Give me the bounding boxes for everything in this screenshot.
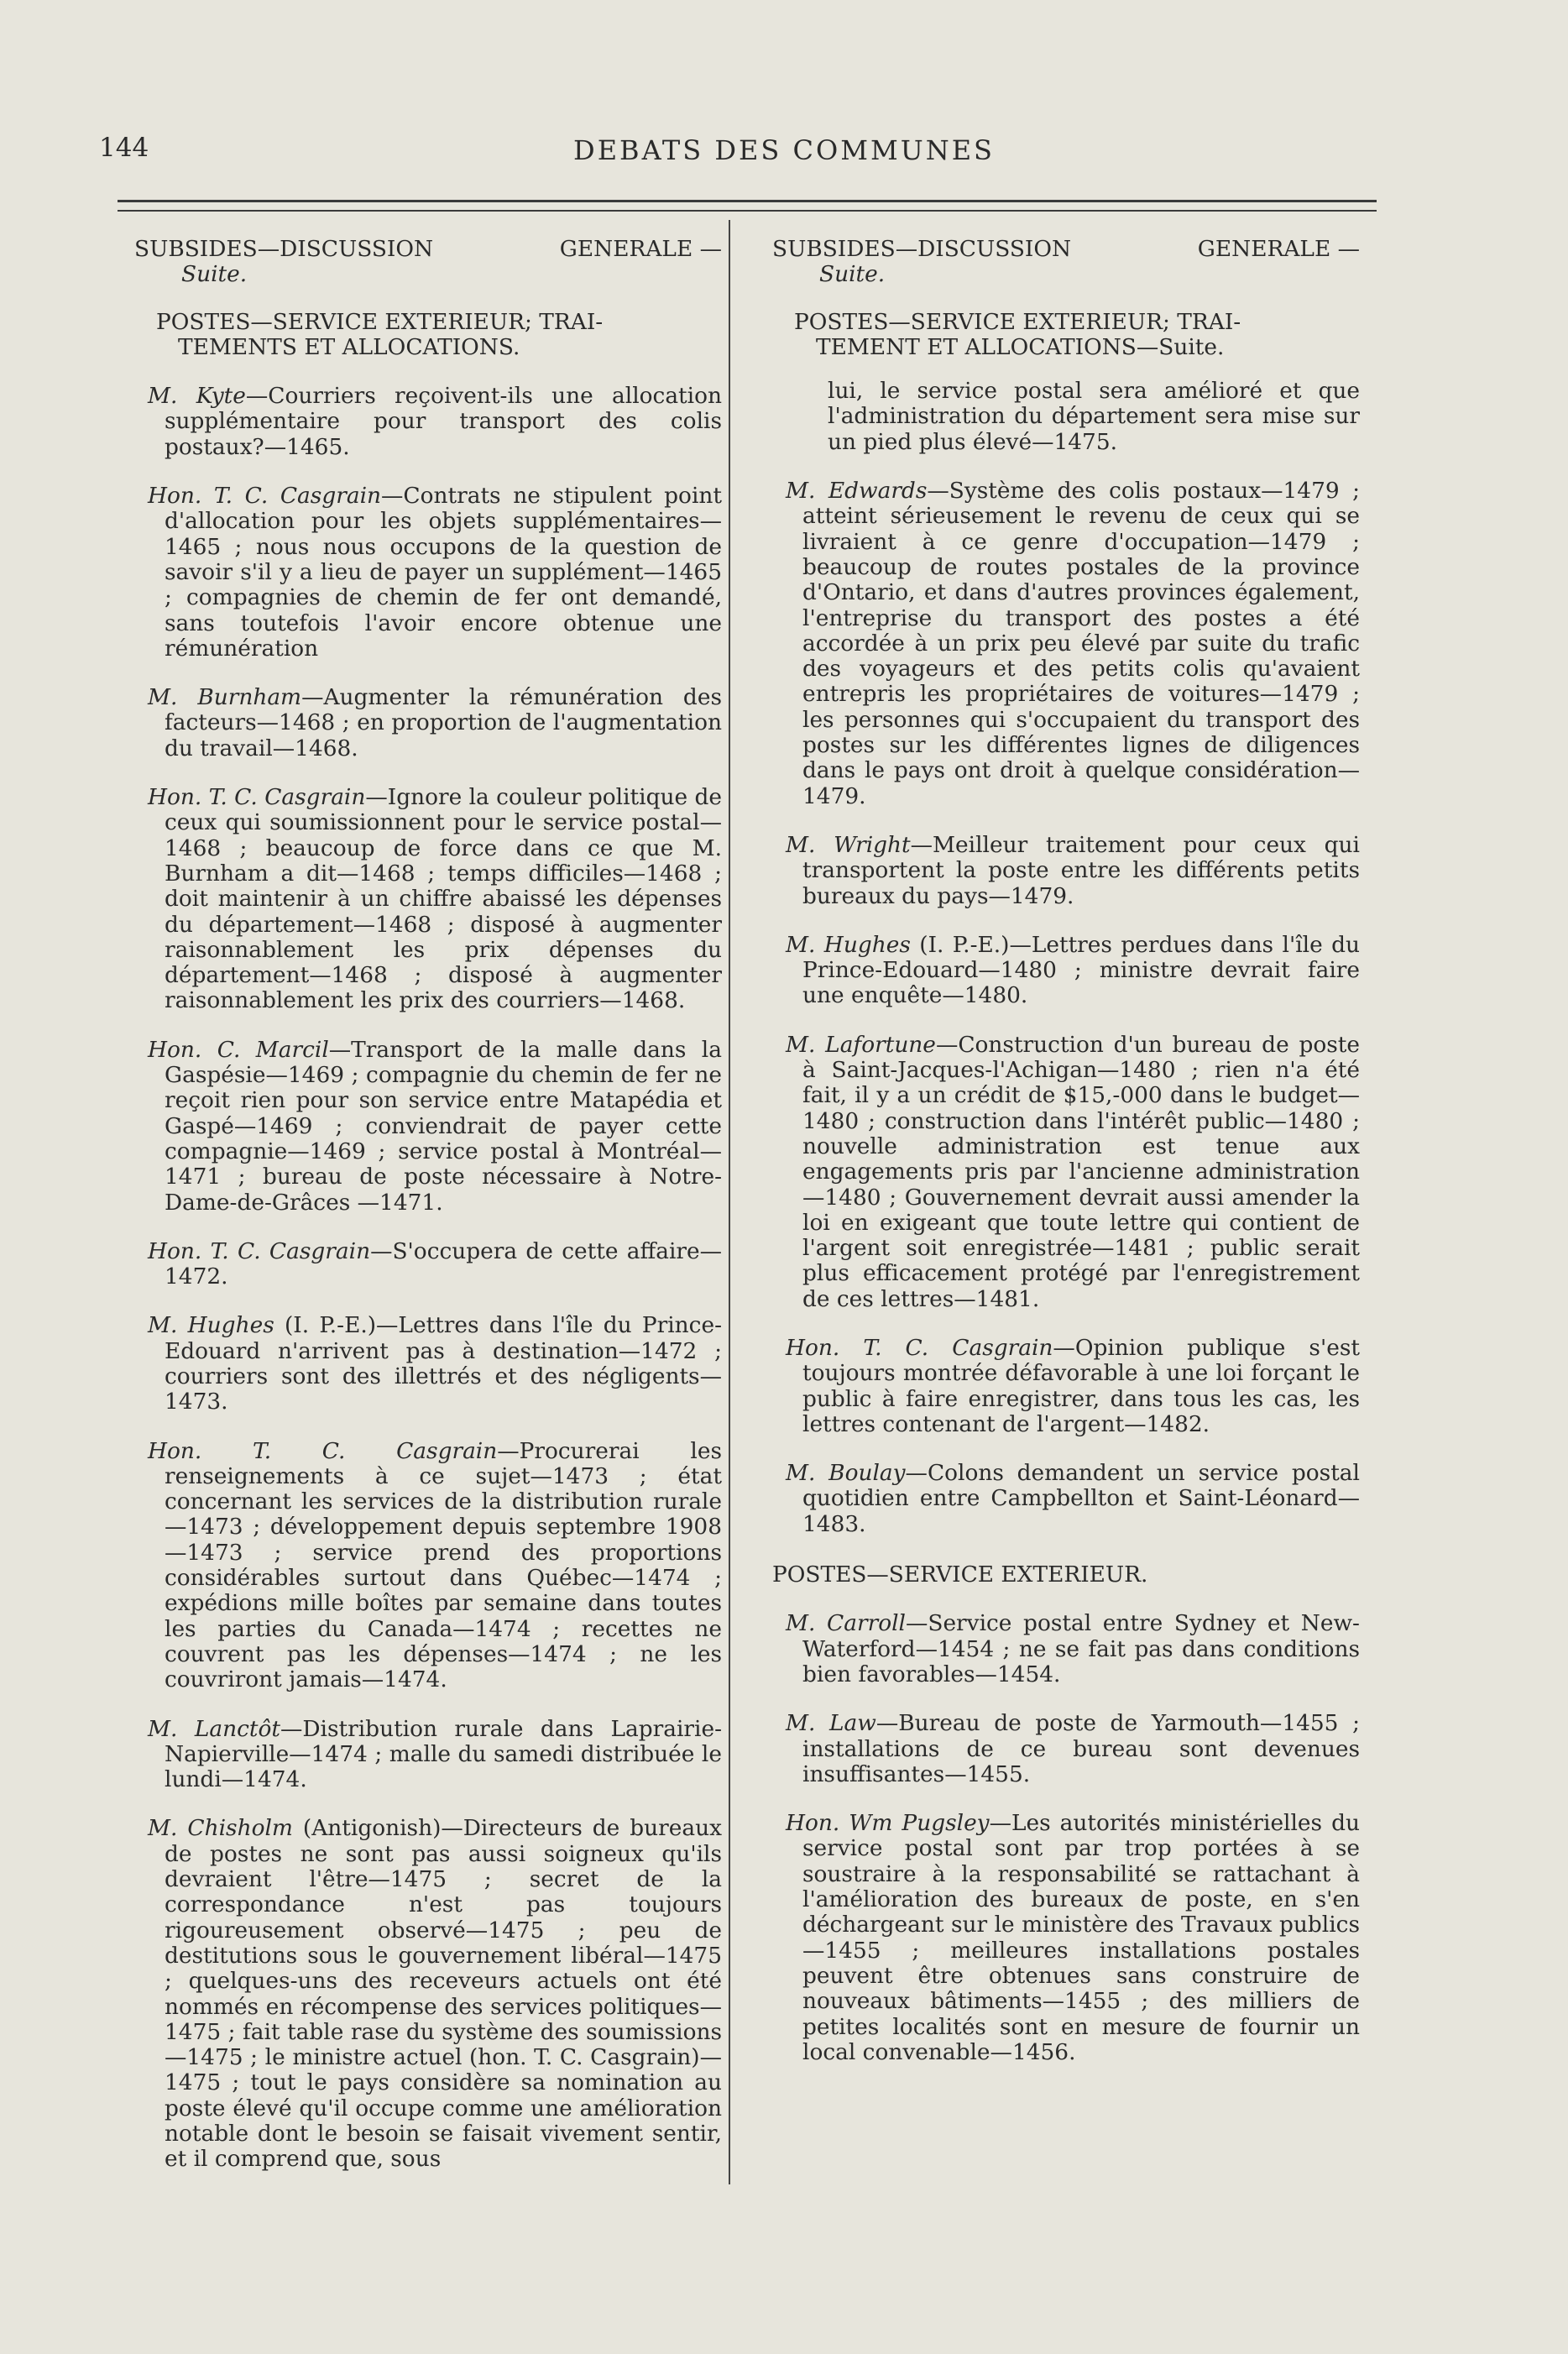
entry-text: —Construction d'un bureau de poste à Saint-Jacques-l'Achigan—1480 ; rien n'a été fait, il y a un crédit de $15,-000 dans le budget—1480 ; construction dans l'intérêt public—1480 ; nouvelle administration est tenue aux engagements pris par l'ancienne administration—1480 ; Gouvernement devrait aussi amender la loi en exigeant que toute lettre qui contient de l'argent soit enregistrée—1481 ; public serait plus efficacement protégé par l'enregistrement de ces lettres—1481. <box>802 1031 1361 1312</box>
entry-text: —Distribution rurale dans Laprairie-Napierville—1474 ; malle du samedi distribuée le lundi—1474. <box>165 1715 723 1793</box>
entry-text: —Service postal entre Sydney et New-Waterford—1454 ; ne se fait pas dans conditions bien favorables—1454. <box>802 1610 1360 1687</box>
entry-text: —Colons demandent un service postal quotidien entre Campbellton et Saint-Léonard—1483. <box>802 1460 1360 1537</box>
index-entry <box>772 1811 1360 2065</box>
speaker-name: M. Carroll <box>786 1610 906 1637</box>
right-heading <box>772 237 1360 288</box>
entry-text: —Courriers reçoivent-ils une allocation supplémentaire pour transport des colis postaux?—1465. <box>165 383 722 460</box>
header-rule-thin <box>118 210 1377 212</box>
speaker-name: M. Kyte <box>148 383 246 410</box>
left-section-title-1: POSTES—SERVICE EXTERIEUR; TRAI- <box>156 308 604 335</box>
index-entry <box>772 479 1360 809</box>
entry-text: (I. P.-E.)—Lettres dans l'île du Prince-Edouard n'arrivent pas à destination—1472 ; courriers sont des illettrés et des négligents—1473. <box>165 1312 722 1415</box>
index-entry <box>772 1611 1360 1687</box>
continuation-text: lui, le service postal sera amélioré et que l'administration du département sera mise sur un pied plus élevé—1475. <box>828 378 1360 455</box>
speaker-name: Hon. T. C. Casgrain <box>148 784 366 811</box>
index-entry <box>134 1038 722 1216</box>
speaker-name: Hon. C. Marcil <box>148 1036 329 1063</box>
speaker-name: Hon. T. C. Casgrain <box>148 483 382 510</box>
index-entry <box>134 685 722 761</box>
header-rule-thick <box>118 200 1377 202</box>
index-entry <box>134 384 722 460</box>
index-entry <box>134 1239 722 1290</box>
speaker-name: Hon. Wm Pugsley <box>786 1810 990 1837</box>
index-entry <box>772 1336 1360 1437</box>
speaker-name: M. Wright <box>786 831 911 858</box>
entry-text: —Bureau de poste de Yarmouth—1455 ; installations de ce bureau sont devenues insuffisantes—1455. <box>802 1710 1360 1787</box>
index-entry <box>772 933 1360 1009</box>
speaker-name: M. Chisholm <box>148 1815 293 1842</box>
entry-text: (I. P.-E.)—Lettres perdues dans l'île du Prince-Edouard—1480 ; ministre devrait faire une enquête—1480. <box>802 931 1360 1009</box>
left-heading-suite: Suite. <box>181 261 248 288</box>
index-entry <box>772 1711 1360 1787</box>
speaker-name: Hon. T. C. Casgrain <box>786 1334 1053 1361</box>
left-heading <box>134 237 722 288</box>
left-section-title-2: TEMENTS ET ALLOCATIONS. <box>178 333 520 360</box>
speaker-name: Hon. T. C. Casgrain <box>148 1237 371 1264</box>
right-heading-a: SUBSIDES—DISCUSSION <box>772 236 1072 262</box>
left-heading-a: SUBSIDES—DISCUSSION <box>134 236 434 262</box>
running-title: DEBATS DES COMMUNES <box>573 134 995 166</box>
right-heading-b: GENERALE — <box>1197 236 1360 262</box>
entry-text: (Antigonish)—Directeurs de bureaux de postes ne sont pas aussi soigneux qu'ils devraient l'être—1475 ; secret de la correspondance n'est pas toujours rigoureusement observé—1475 ; peu de destitutions sous le gouvernement libéral—1475 ; quelques-uns des receveurs actuels ont été nommés en récompense des services politiques—1475 ; fait table rase du système des soumissions—1475 ; le ministre actuel (hon. T. C. Casgrain)—1475 ; tout le pays considère sa nomination au poste élevé qu'il occupe comme une amélioration notable dont le besoin se faisait vivement sentir, et il comprend que, sous <box>165 1815 723 2173</box>
right-section-title-2: TEMENT ET ALLOCATIONS—Suite. <box>816 333 1225 360</box>
right-heading-suite: Suite. <box>819 261 886 288</box>
left-heading-b: GENERALE — <box>559 236 722 262</box>
left-column <box>134 237 722 2173</box>
right-column <box>772 237 1360 2065</box>
entry-text: —Système des colis postaux—1479 ; atteint sérieusement le revenu de ceux qui se livraient à ce genre d'occupation—1479 ; beaucoup de routes postales de la province d'Ontario, et dans d'autres provinces également, l'entreprise du transport des postes a été accordée à un prix peu élevé par suite du trafic des voyageurs et des petits colis qu'avaient entrepris les propriétaires de voitures—1479 ; les personnes qui s'occupaient du transport des postes sur les différentes lignes de diligences dans le pays ont droit à quelque considération—1479. <box>802 478 1360 809</box>
index-entry <box>772 833 1360 909</box>
index-entry <box>772 1033 1360 1312</box>
index-entry <box>134 484 722 662</box>
entry-text: —Les autorités ministérielles du service postal sont par trop portées à se soustraire à la responsabilité se rattachant à l'amélioration des bureaux de poste, en s'en déchargeant sur le ministère des Travaux publics—1455 ; meilleures installations postales peuvent être obtenues sans construire de nouveaux bâtiments—1455 ; des milliers de petites localités sont en mesure de fournir un local convenable—1456. <box>802 1810 1360 2065</box>
entry-text: —Opinion publique s'est toujours montrée défavorable à une loi forçant le public à faire enregistrer, dans tous les cas, les lettres contenant de l'argent—1482. <box>802 1334 1360 1437</box>
speaker-name: M. Lanctôt <box>148 1715 280 1742</box>
speaker-name: M. Boulay <box>786 1460 906 1487</box>
right-section-title-3: POSTES—SERVICE EXTERIEUR. <box>772 1561 1148 1588</box>
speaker-name: M. Hughes <box>148 1312 274 1339</box>
index-entry <box>772 1461 1360 1537</box>
speaker-name: M. Law <box>786 1710 876 1737</box>
speaker-name: M. Lafortune <box>786 1031 936 1058</box>
right-section-title-1: POSTES—SERVICE EXTERIEUR; TRAI- <box>794 308 1241 335</box>
speaker-name: M. Hughes <box>786 931 911 958</box>
entry-text: —Augmenter la rémunération des facteurs—1468 ; en proportion de l'augmentation du travail—1468. <box>165 684 722 761</box>
entry-text: —S'occupera de cette affaire—1472. <box>165 1237 723 1290</box>
entry-text: —Contrats ne stipulent point d'allocation pour les objets supplémentaires—1465 ; nous nous occupons de la question de savoir s'il y a lieu de payer un supplément—1465 ; compagnies de chemin de fer ont demandé, sans toutefois l'avoir encore obtenue une rémunération <box>165 483 722 662</box>
entry-text: —Transport de la malle dans la Gaspésie—1469 ; compagnie du chemin de fer ne reçoit rien pour son service entre Matapédia et Gaspé—1469 ; conviendrait de payer cette compagnie—1469 ; service postal à Montréal—1471 ; bureau de poste nécessaire à Notre-Dame-de-Grâces —1471. <box>165 1036 722 1216</box>
index-entry <box>134 1816 722 2172</box>
index-entry <box>134 1439 722 1693</box>
speaker-name: M. Burnham <box>148 684 302 711</box>
speaker-name: Hon. T. C. Casgrain <box>148 1437 498 1464</box>
column-divider <box>729 220 730 2184</box>
index-entry <box>134 785 722 1014</box>
page-number: 144 <box>99 133 149 163</box>
index-entry <box>134 1313 722 1415</box>
entry-text: —Procurerai les renseignements à ce sujet—1473 ; état concernant les services de la distribution rurale —1473 ; développement depuis septembre 1908—1473 ; service prend des proportions considérables surtout dans Québec—1474 ; expédions mille boîtes par semaine dans toutes les parties du Canada—1474 ; recettes ne couvrent pas les dépenses—1474 ; ne les couvriront jamais—1474. <box>165 1437 722 1693</box>
index-entry <box>134 1717 722 1793</box>
entry-text: —Ignore la couleur politique de ceux qui soumissionnent pour le service postal—1468 ; beaucoup de force dans ce que M. Burnham a dit—1468 ; temps difficiles—1468 ; doit maintenir à un chiffre abaissé les dépenses du département—1468 ; disposé à augmenter raisonnablement les prix dépenses du département—1468 ; disposé à augmenter raisonnablement les prix des courriers—1468. <box>165 784 723 1014</box>
speaker-name: M. Edwards <box>786 478 928 505</box>
entry-text: —Meilleur traitement pour ceux qui transportent la poste entre les différents petits bureaux du pays—1479. <box>802 831 1360 909</box>
